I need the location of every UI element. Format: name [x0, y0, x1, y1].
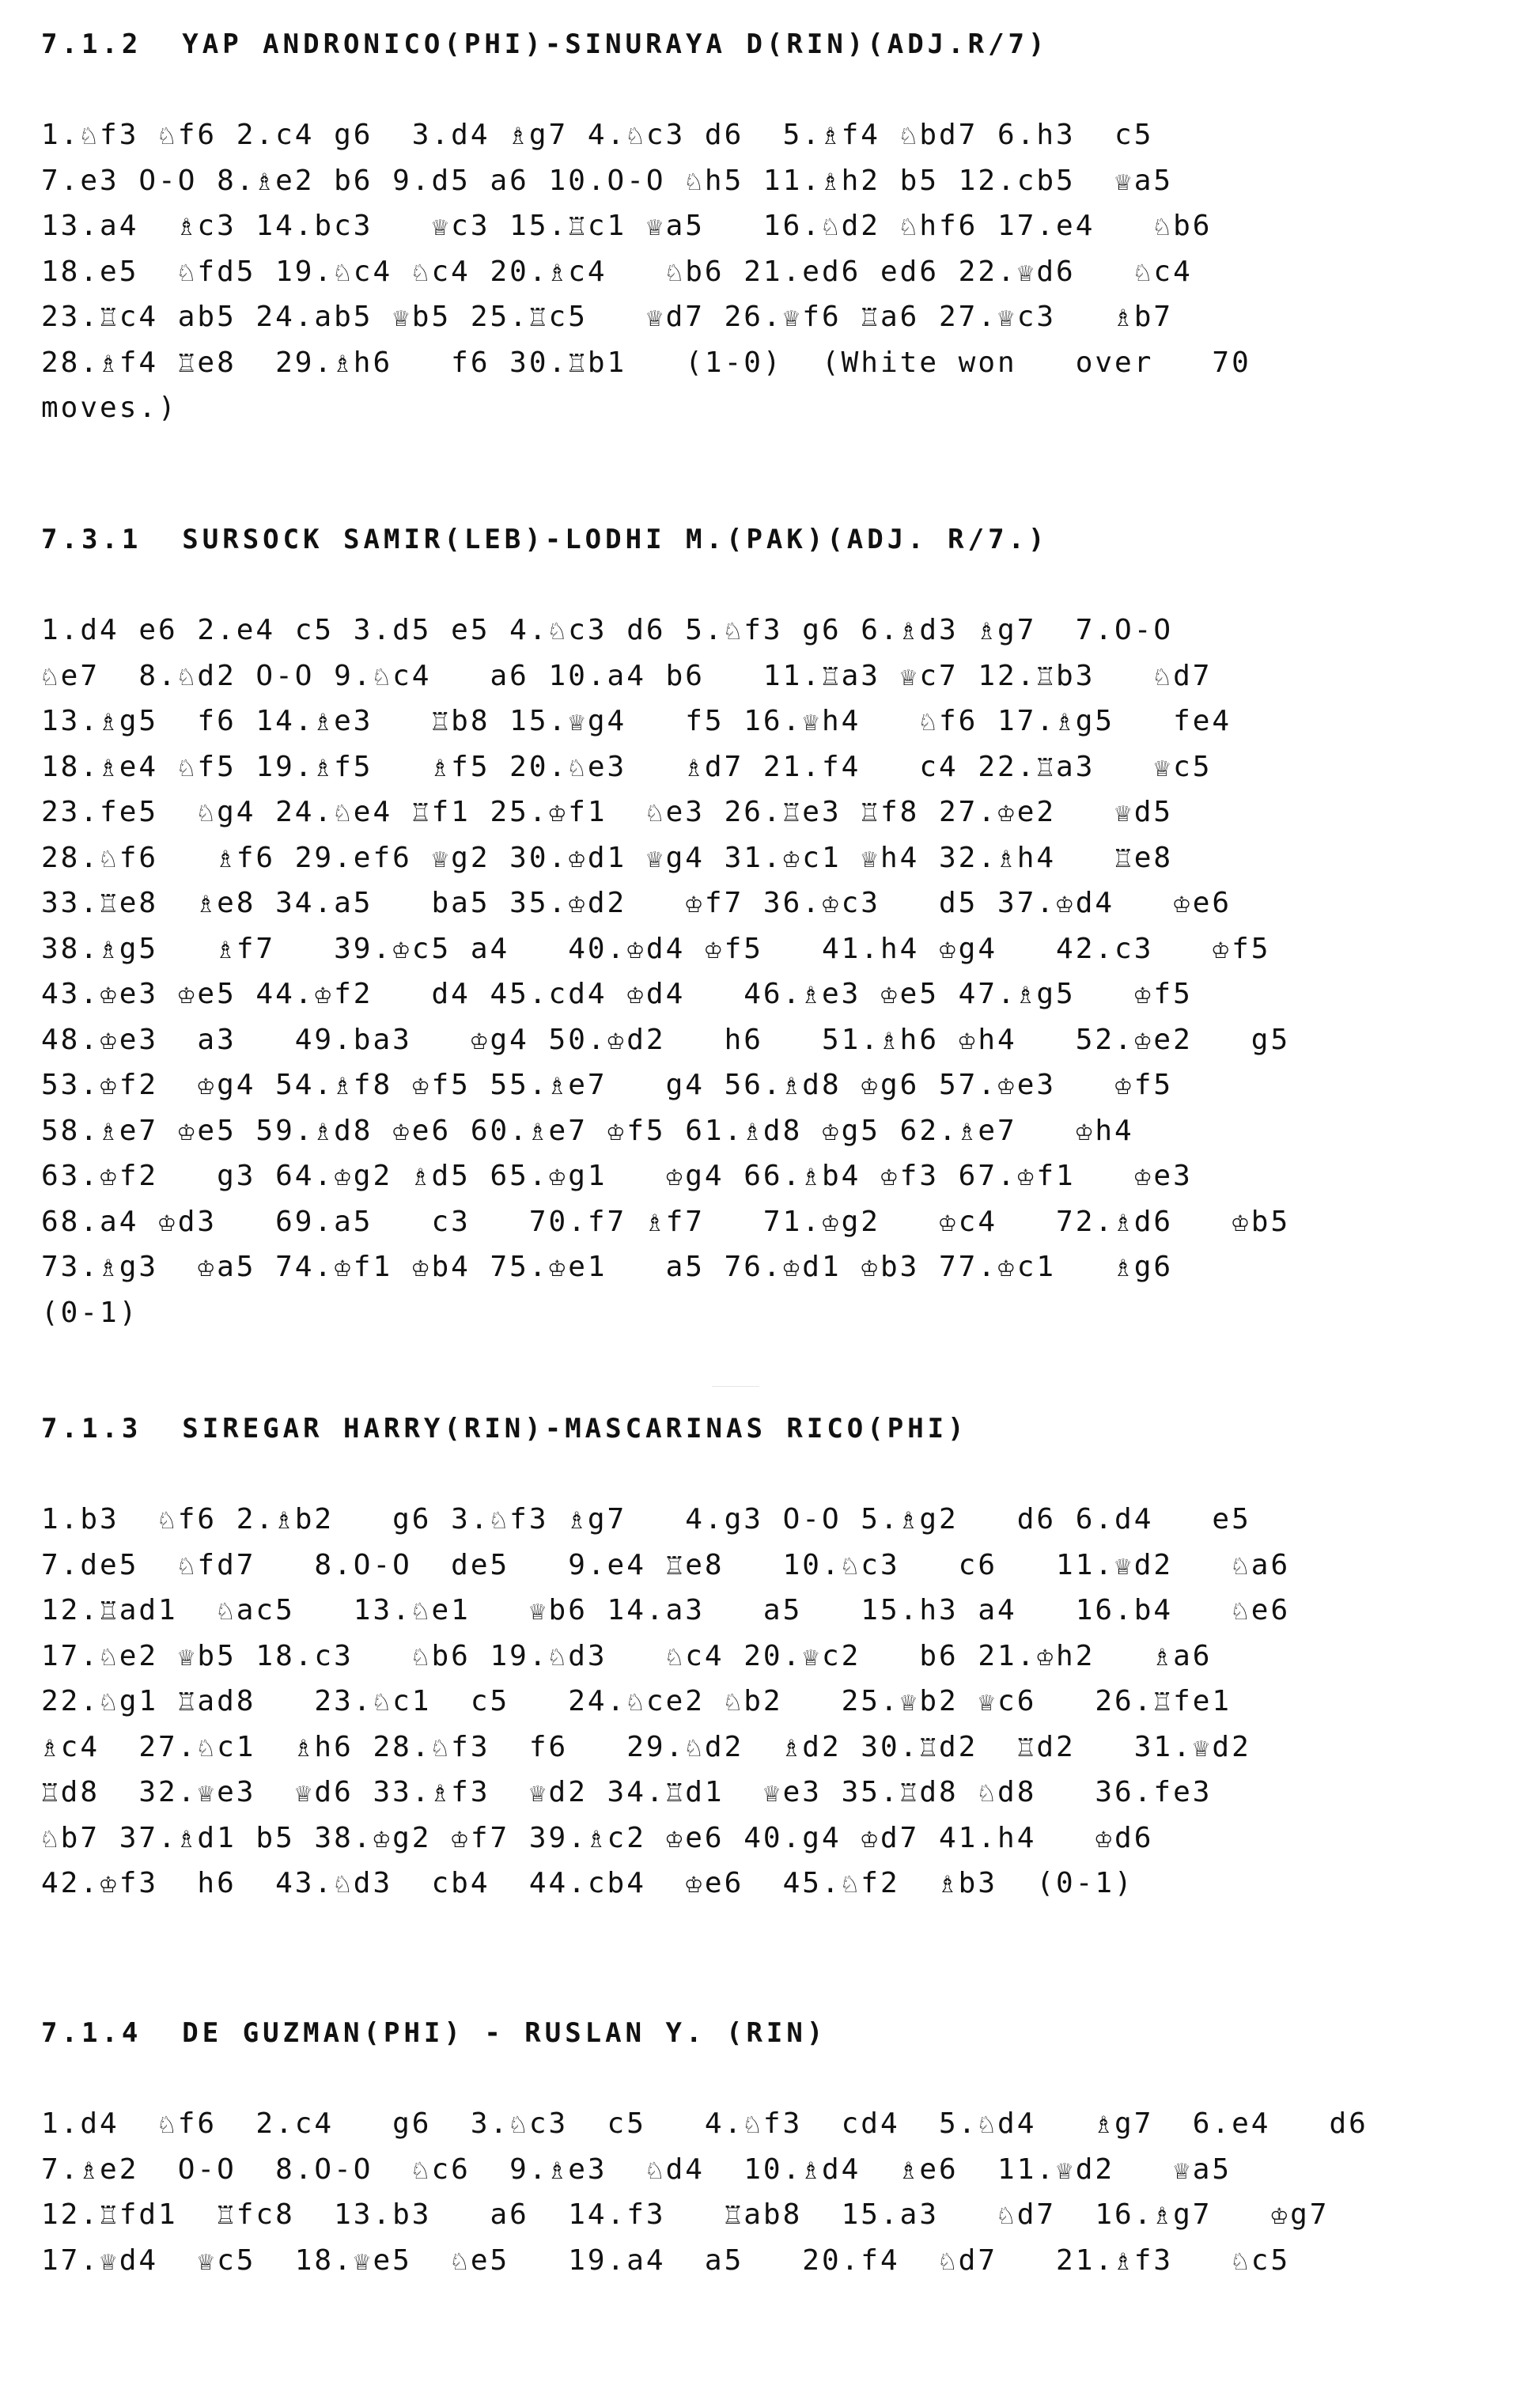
move-list — [41, 112, 1465, 431]
move-list — [41, 608, 1465, 1335]
move-line: 48.♔e3 a3 49.ba3 ♔g4 50.♔d2 h6 51.♗h6 ♔h4 52.♔e2 g5 — [41, 1023, 1291, 1056]
move-line: 63.♔f2 g3 64.♔g2 ♗d5 65.♔g1 ♔g4 66.♗b4 ♔f3 67.♔f1 ♔e3 — [41, 1160, 1193, 1192]
move-line: 1.♘f3 ♘f6 2.c4 g6 3.d4 ♗g7 4.♘c3 d6 5.♗f4 ♘bd7 6.h3 c5 — [41, 119, 1154, 151]
game-7-1-2 — [41, 21, 1465, 431]
game-heading: 7.1.4 DE GUZMAN(PHI) - RUSLAN Y. (RIN) — [41, 2017, 827, 2049]
move-line: 7.♗e2 O-O 8.O-O ♘c6 9.♗e3 ♘d4 10.♗d4 ♗e6 11.♕d2 ♕a5 — [41, 2153, 1232, 2186]
game-7-1-3 — [41, 1405, 1465, 1906]
move-line: 12.♖fd1 ♖fc8 13.b3 a6 14.f3 ♖ab8 15.a3 ♘d7 16.♗g7 ♔g7 — [41, 2198, 1330, 2231]
move-line: 1.d4 e6 2.e4 c5 3.d5 e5 4.♘c3 d6 5.♘f3 g6 6.♗d3 ♗g7 7.O-O — [41, 614, 1174, 646]
move-line: 18.♗e4 ♘f5 19.♗f5 ♗f5 20.♘e3 ♗d7 21.f4 c4 22.♖a3 ♕c5 — [41, 750, 1213, 783]
move-line: ♘b7 37.♗d1 b5 38.♔g2 ♔f7 39.♗c2 ♔e6 40.g4 ♔d7 41.h4 ♔d6 — [41, 1821, 1154, 1854]
move-line: 1.b3 ♘f6 2.♗b2 g6 3.♘f3 ♗g7 4.g3 O-O 5.♗g2 d6 6.d4 e5 — [41, 1503, 1251, 1535]
move-line: 23.♖c4 ab5 24.ab5 ♕b5 25.♖c5 ♕d7 26.♕f6 ♖a6 27.♕c3 ♗b7 — [41, 301, 1174, 333]
move-line: 73.♗g3 ♔a5 74.♔f1 ♔b4 75.♔e1 a5 76.♔d1 ♔b3 77.♔c1 ♗g6 — [41, 1251, 1174, 1283]
move-line: 13.♗g5 f6 14.♗e3 ♖b8 15.♕g4 f5 16.♕h4 ♘f6 17.♗g5 fe4 — [41, 705, 1232, 737]
move-line: ♘e7 8.♘d2 O-O 9.♘c4 a6 10.a4 b6 11.♖a3 ♕c7 12.♖b3 ♘d7 — [41, 659, 1213, 692]
move-line: 1.d4 ♘f6 2.c4 g6 3.♘c3 c5 4.♘f3 cd4 5.♘d4 ♗g7 6.e4 d6 — [41, 2107, 1368, 2140]
move-line: 68.a4 ♔d3 69.a5 c3 70.f7 ♗f7 71.♔g2 ♔c4 72.♗d6 ♔b5 — [41, 1205, 1291, 1238]
move-line: 17.♘e2 ♕b5 18.c3 ♘b6 19.♘d3 ♘c4 20.♕c2 b6 21.♔h2 ♗a6 — [41, 1639, 1213, 1672]
move-line: 33.♖e8 ♗e8 34.a5 ba5 35.♔d2 ♔f7 36.♔c3 d5 37.♔d4 ♔e6 — [41, 887, 1232, 919]
move-line: 7.de5 ♘fd7 8.O-O de5 9.e4 ♖e8 10.♘c3 c6 11.♕d2 ♘a6 — [41, 1548, 1291, 1581]
move-line: 53.♔f2 ♔g4 54.♗f8 ♔f5 55.♗e7 g4 56.♗d8 ♔g6 57.♔e3 ♔f5 — [41, 1069, 1174, 1101]
move-line: 17.♕d4 ♕c5 18.♕e5 ♘e5 19.a4 a5 20.f4 ♘d7 21.♗f3 ♘c5 — [41, 2243, 1291, 2277]
move-line: (0-1) — [41, 1296, 139, 1329]
game-heading: 7.1.2 YAP ANDRONICO(PHI)-SINURAYA D(RIN)(ADJ.R/7) — [41, 28, 1049, 60]
move-list — [41, 2101, 1465, 2283]
game-heading: 7.3.1 SURSOCK SAMIR(LEB)-LODHI M.(PAK)(ADJ. R/7.) — [41, 524, 1049, 555]
move-line: 18.e5 ♘fd5 19.♘c4 ♘c4 20.♗c4 ♘b6 21.ed6 ed6 22.♕d6 ♘c4 — [41, 255, 1193, 288]
move-line: 28.♗f4 ♖e8 29.♗h6 f6 30.♖b1 (1-0) (White won over 70 — [41, 346, 1251, 379]
move-line: 22.♘g1 ♖ad8 23.♘c1 c5 24.♘ce2 ♘b2 25.♕b2 ♕c6 26.♖fe1 — [41, 1685, 1232, 1717]
move-line: 42.♔f3 h6 43.♘d3 cb4 44.cb4 ♔e6 45.♘f2 ♗b3 (0-1) — [41, 1867, 1134, 1899]
move-line: 58.♗e7 ♔e5 59.♗d8 ♔e6 60.♗e7 ♔f5 61.♗d8 ♔g5 62.♗e7 ♔h4 — [41, 1114, 1134, 1147]
move-line: ♗c4 27.♘c1 ♗h6 28.♘f3 f6 29.♘d2 ♗d2 30.♖d2 ♖d2 31.♕d2 — [41, 1730, 1251, 1763]
move-list — [41, 1497, 1465, 1906]
move-line: moves.) — [41, 392, 178, 424]
game-7-3-1 — [41, 516, 1465, 1335]
divider — [712, 1386, 759, 1387]
move-line: 12.♖ad1 ♘ac5 13.♘e1 ♕b6 14.a3 a5 15.h3 a4 16.b4 ♘e6 — [41, 1594, 1291, 1626]
move-line: ♖d8 32.♕e3 ♕d6 33.♗f3 ♕d2 34.♖d1 ♕e3 35.♖d8 ♘d8 36.fe3 — [41, 1776, 1213, 1808]
move-line: 38.♗g5 ♗f7 39.♔c5 a4 40.♔d4 ♔f5 41.h4 ♔g4 42.c3 ♔f5 — [41, 932, 1271, 965]
move-line: 13.a4 ♗c3 14.bc3 ♕c3 15.♖c1 ♕a5 16.♘d2 ♘hf6 17.e4 ♘b6 — [41, 210, 1213, 242]
move-line: 43.♔e3 ♔e5 44.♔f2 d4 45.cd4 ♔d4 46.♗e3 ♔e5 47.♗g5 ♔f5 — [41, 978, 1193, 1010]
move-line: 23.fe5 ♘g4 24.♘e4 ♖f1 25.♔f1 ♘e3 26.♖e3 ♖f8 27.♔e2 ♕d5 — [41, 796, 1174, 828]
move-line: 28.♘f6 ♗f6 29.ef6 ♕g2 30.♔d1 ♕g4 31.♔c1 ♕h4 32.♗h4 ♖e8 — [41, 841, 1174, 874]
game-heading: 7.1.3 SIREGAR HARRY(RIN)-MASCARINAS RICO(PHI) — [41, 1413, 968, 1445]
game-7-1-4 — [41, 2009, 1465, 2283]
move-line: 7.e3 O-O 8.♗e2 b6 9.d5 a6 10.O-O ♘h5 11.♗h2 b5 12.cb5 ♕a5 — [41, 164, 1174, 197]
